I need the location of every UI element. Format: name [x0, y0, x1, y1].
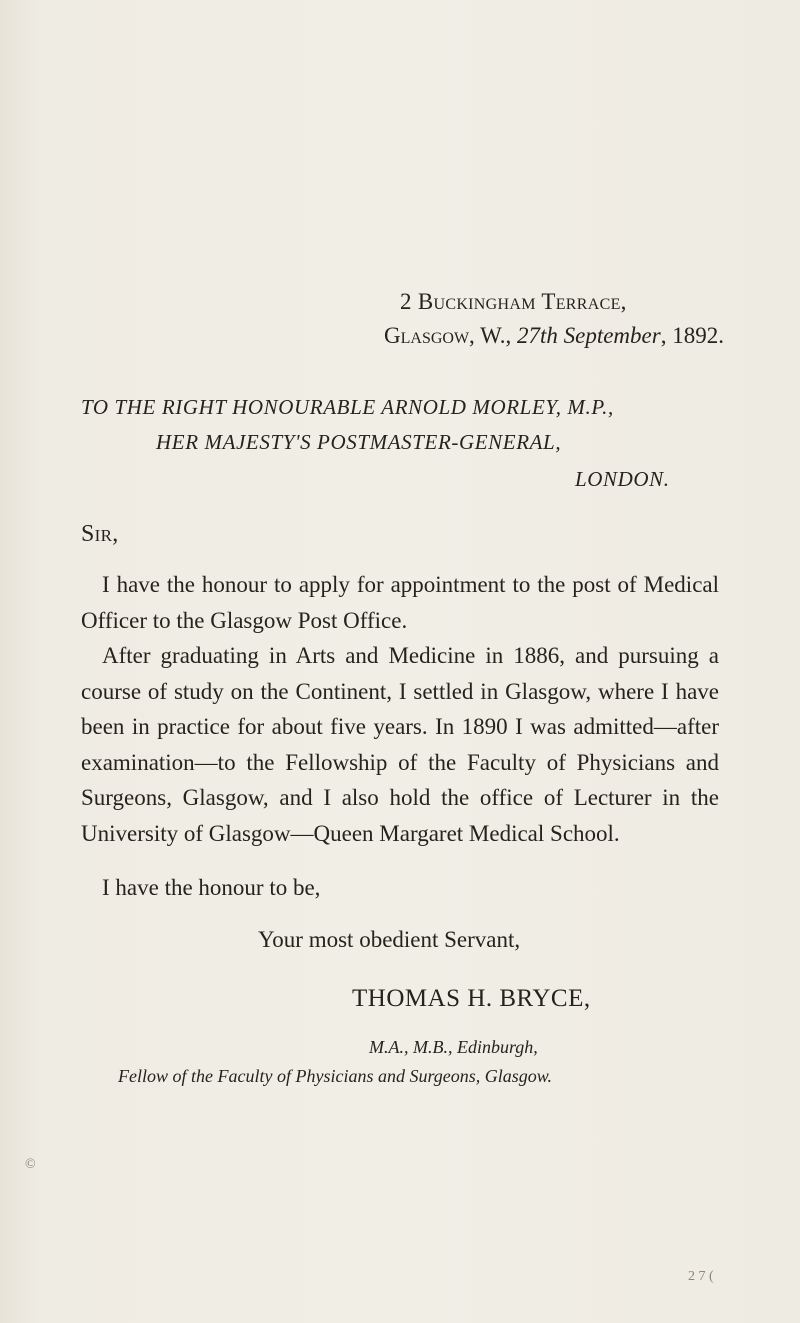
body-paragraph-2: After graduating in Arts and Medicine in 1886, and pursuing a course of study on the Continent, I settled in Glasgow, where I have been in practice for about five years. In 1890 I was admitted—after examination—to the Fellowship of the Faculty of Physicians and Surgeons, Glasgow, and I also hold the office of Lecturer in the University of Glasgow—Queen Margaret Medical School.	[81, 643, 719, 846]
margin-mark: ©	[25, 1157, 36, 1172]
salutation: Sir,	[81, 521, 119, 547]
closing-line-2: Your most obedient Servant,	[258, 927, 521, 952]
pencil-mark: 2 7 (	[688, 1269, 714, 1284]
letter-year: , 1892.	[660, 323, 724, 348]
closing-line-1: I have the honour to be,	[102, 875, 321, 900]
signature-credentials-1: M.A., M.B., Edinburgh,	[369, 1037, 538, 1057]
signature-credentials-2: Fellow of the Faculty of Physicians and Surgeons, Glasgow.	[118, 1066, 552, 1086]
letter-body	[81, 567, 719, 851]
address-line-2	[384, 323, 724, 349]
addressee-line-3: LONDON.	[575, 467, 670, 491]
addressee-line-1: TO THE RIGHT HONOURABLE ARNOLD MORLEY, M.P.,	[81, 395, 614, 419]
letter-date: 27th September	[516, 323, 661, 348]
body-paragraph-1: I have the honour to apply for appointment to the post of Medical Officer to the Glasgow Post Office.	[81, 572, 719, 633]
address-city: Glasgow, W.,	[384, 323, 517, 348]
signature-name: THOMAS H. BRYCE,	[352, 985, 591, 1012]
address-line-1: 2 Buckingham Terrace,	[400, 289, 627, 314]
addressee-line-2: HER MAJESTY'S POSTMASTER-GENERAL,	[156, 430, 562, 454]
